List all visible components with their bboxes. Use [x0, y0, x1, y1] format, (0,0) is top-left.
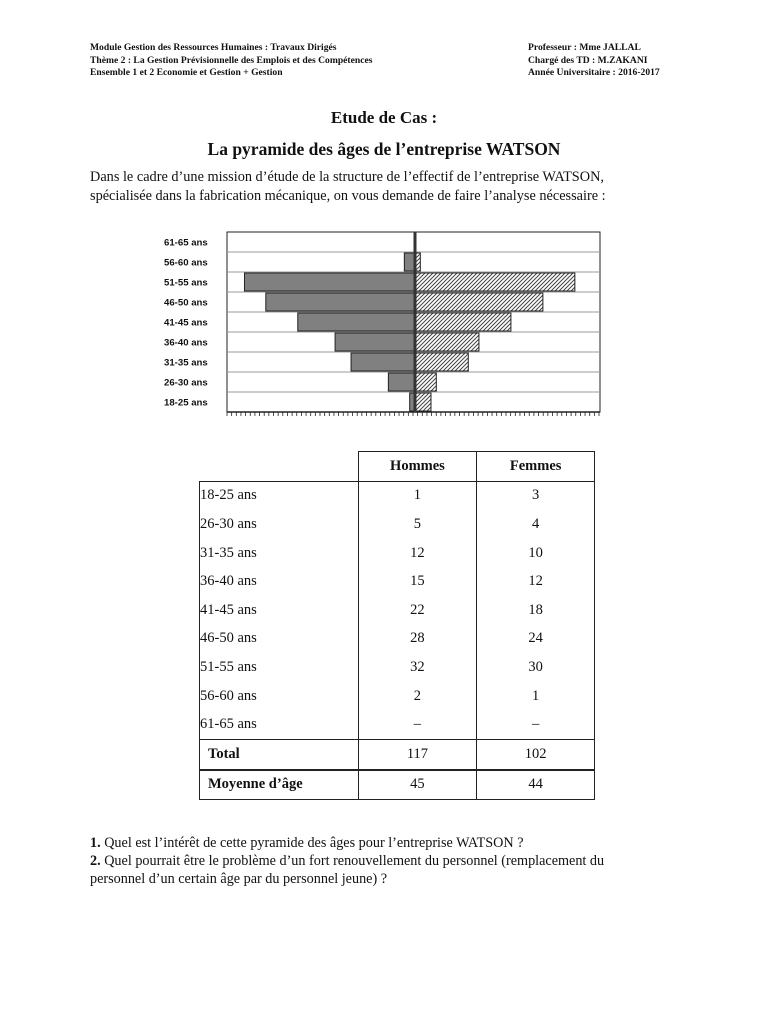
header-professor: Professeur : Mme JALLAL	[528, 42, 641, 53]
age-table	[199, 451, 595, 800]
men-count-cell: –	[358, 710, 477, 739]
header-ensemble: Ensemble 1 et 2 Economie et Gestion + Gestion	[90, 67, 283, 78]
table-row	[200, 481, 595, 510]
header-year: Année Universitaire : 2016-2017	[528, 67, 660, 78]
bar-women	[415, 333, 479, 351]
average-row	[200, 770, 595, 800]
bar-women	[415, 393, 431, 411]
question-2-number: 2.	[90, 853, 101, 869]
header-left	[90, 42, 372, 80]
question-2	[90, 852, 604, 888]
page-title: Etude de Cas :	[330, 108, 438, 127]
question-2-text: Quel pourrait être le problème d’un fort renouvellement du personnel (remplacement du	[100, 853, 605, 869]
y-tick-label: 46-50 ans	[164, 297, 208, 309]
women-count-cell: –	[477, 710, 595, 739]
intro-line-2: spécialisée dans la fabrication mécanique, on vous demande de faire l’analyse nécessaire :	[90, 188, 606, 204]
bar-women	[415, 353, 468, 371]
women-count-cell: 12	[477, 567, 595, 596]
men-count-cell: 5	[358, 510, 477, 539]
y-tick-label: 31-35 ans	[164, 357, 208, 369]
men-count-cell: 12	[358, 539, 477, 568]
age-group-cell: 61-65 ans	[200, 710, 359, 739]
table-header-empty	[200, 452, 359, 482]
men-count-cell: 28	[358, 625, 477, 654]
bar-men	[298, 313, 415, 331]
table-row	[200, 682, 595, 711]
age-group-cell: 18-25 ans	[200, 481, 359, 510]
total-label: Total	[200, 739, 359, 769]
y-tick-label: 56-60 ans	[164, 257, 208, 269]
age-group-cell: 36-40 ans	[200, 567, 359, 596]
y-tick-label: 18-25 ans	[164, 397, 208, 409]
age-group-cell: 56-60 ans	[200, 682, 359, 711]
total-men: 117	[358, 739, 477, 769]
header-td: Chargé des TD : M.ZAKANI	[528, 54, 648, 66]
bar-women	[415, 373, 436, 391]
table-row	[200, 653, 595, 682]
women-count-cell: 24	[477, 625, 595, 654]
women-count-cell: 1	[477, 682, 595, 711]
bar-men	[351, 353, 415, 371]
age-pyramid-chart	[160, 226, 610, 426]
header-module: Module Gestion des Ressources Humaines : Travaux Dirigés	[90, 42, 337, 53]
average-men: 45	[358, 770, 477, 800]
question-1-number: 1.	[90, 835, 101, 851]
y-tick-label: 36-40 ans	[164, 337, 208, 349]
bar-women	[415, 293, 543, 311]
intro-paragraph	[90, 168, 690, 206]
age-group-cell: 41-45 ans	[200, 596, 359, 625]
y-tick-label: 26-30 ans	[164, 377, 208, 389]
intro-line-1: Dans le cadre d’une mission d’étude de la structure de l’effectif de l’entreprise WATSON,	[90, 169, 604, 185]
average-women: 44	[477, 770, 595, 800]
age-group-cell: 46-50 ans	[200, 625, 359, 654]
women-count-cell: 3	[477, 481, 595, 510]
men-count-cell: 15	[358, 567, 477, 596]
bar-men	[404, 253, 415, 271]
bar-women	[415, 273, 575, 291]
question-1	[90, 834, 524, 852]
y-tick-label: 61-65 ans	[164, 237, 208, 249]
age-group-cell: 51-55 ans	[200, 653, 359, 682]
age-group-cell: 31-35 ans	[200, 539, 359, 568]
bar-men	[266, 293, 415, 311]
table-row	[200, 567, 595, 596]
average-label: Moyenne d’âge	[200, 770, 359, 800]
men-count-cell: 22	[358, 596, 477, 625]
table-header-men: Hommes	[358, 452, 477, 482]
y-tick-label: 51-55 ans	[164, 277, 208, 289]
y-tick-label: 41-45 ans	[164, 317, 208, 329]
table-row	[200, 596, 595, 625]
table-header-women: Femmes	[477, 452, 595, 482]
women-count-cell: 30	[477, 653, 595, 682]
question-2-continuation: personnel d’un certain âge par du personnel jeune) ?	[90, 871, 388, 887]
header-theme: Thème 2 : La Gestion Prévisionnelle des Emplois et des Compétences	[90, 54, 373, 66]
women-count-cell: 18	[477, 596, 595, 625]
table-header-row	[200, 452, 595, 482]
page-subtitle: La pyramide des âges de l’entreprise WATSON	[207, 139, 561, 159]
women-count-cell: 10	[477, 539, 595, 568]
bar-men	[335, 333, 415, 351]
table-row	[200, 510, 595, 539]
men-count-cell: 32	[358, 653, 477, 682]
table-row	[200, 710, 595, 739]
men-count-cell: 2	[358, 682, 477, 711]
total-row	[200, 739, 595, 769]
total-women: 102	[477, 739, 595, 769]
bar-men	[388, 373, 415, 391]
question-1-text: Quel est l’intérêt de cette pyramide des âges pour l’entreprise WATSON ?	[100, 835, 524, 851]
women-count-cell: 4	[477, 510, 595, 539]
table-row	[200, 539, 595, 568]
table-row	[200, 625, 595, 654]
bar-men	[244, 273, 415, 291]
bar-women	[415, 313, 511, 331]
men-count-cell: 1	[358, 481, 477, 510]
age-group-cell: 26-30 ans	[200, 510, 359, 539]
header-right	[528, 42, 660, 80]
